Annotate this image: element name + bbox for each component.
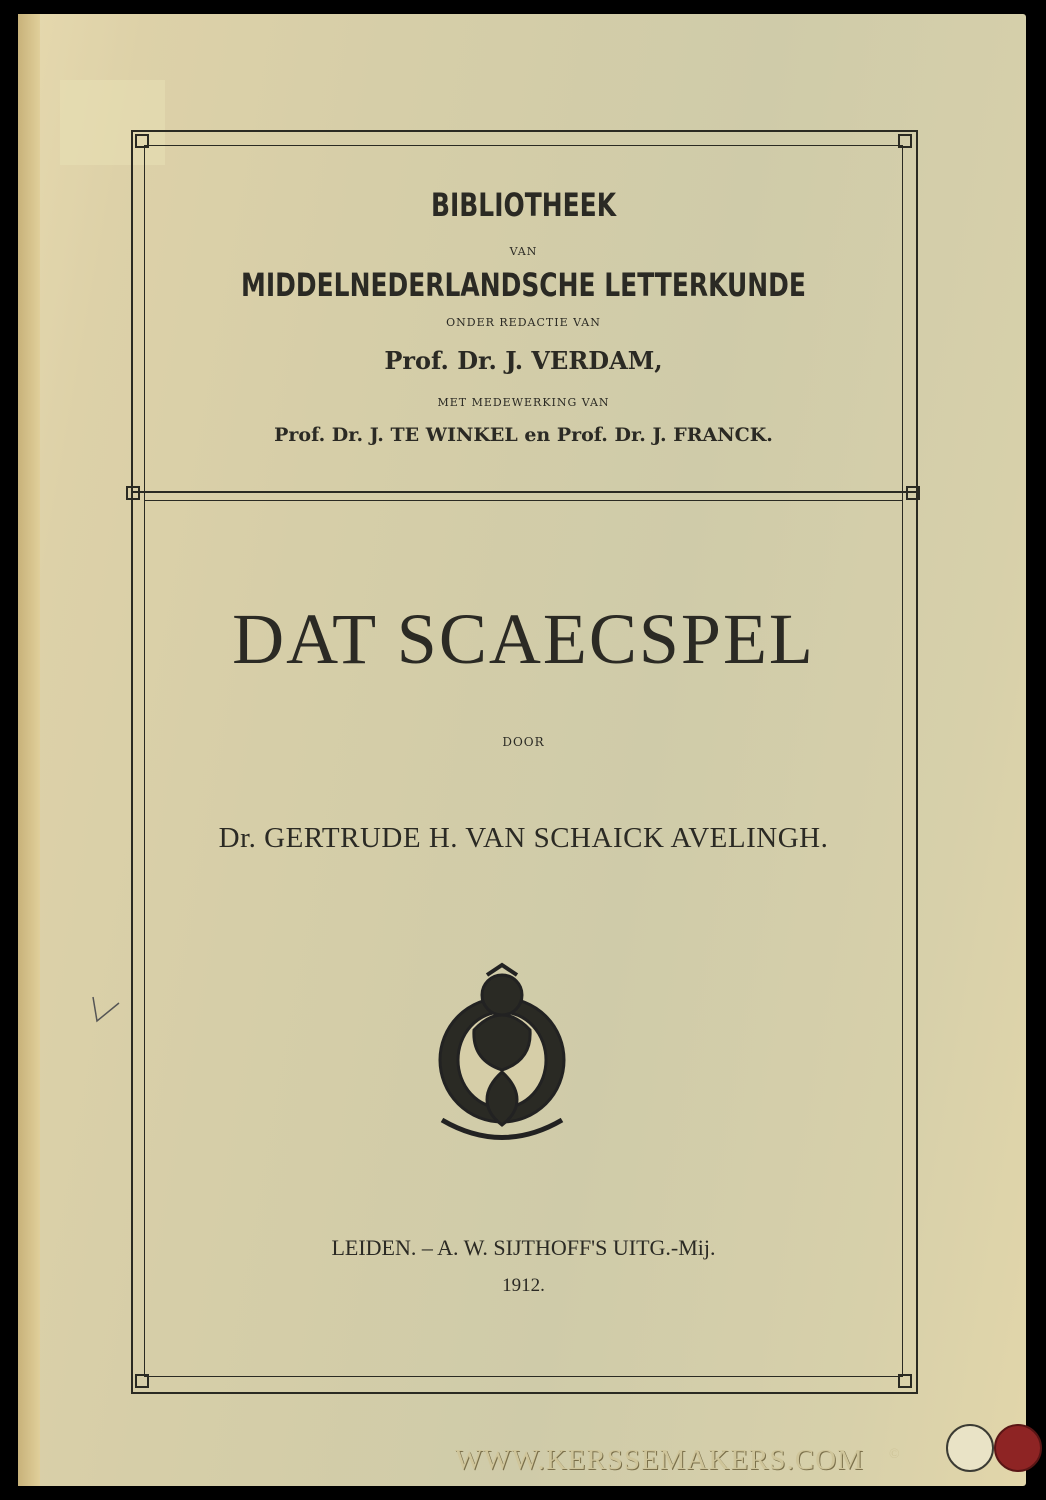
publisher-line: LEIDEN. – A. W. SIJTHOFF'S UITG.-Mij. — [331, 1235, 716, 1260]
editor-name: Prof. Dr. J. VERDAM, — [384, 346, 663, 375]
series-van: VAN — [509, 245, 538, 258]
copyright-symbol: © — [889, 1447, 900, 1462]
contributors-caption: MET MEDEWERKING VAN — [437, 396, 610, 409]
author-name: Dr. GERTRUDE H. VAN SCHAICK AVELINGH. — [218, 822, 829, 854]
cover-spine-edge — [18, 14, 40, 1486]
frame-corner-ornament — [135, 1374, 149, 1388]
frame-corner-ornament — [898, 1374, 912, 1388]
pencil-mark — [85, 995, 125, 1025]
frame-corner-ornament — [906, 486, 920, 500]
frame-corner-ornament — [135, 134, 149, 148]
frame-corner-ornament — [898, 134, 912, 148]
frame-divider — [131, 491, 918, 493]
series-title-line1: BIBLIOTHEEK — [430, 186, 617, 224]
author-caption: DOOR — [502, 735, 545, 749]
society-seal-icon — [946, 1424, 994, 1472]
cover-frame-inner — [144, 145, 903, 1377]
frame-corner-ornament — [126, 486, 140, 500]
contributors-names: Prof. Dr. J. TE WINKEL en Prof. Dr. J. FRANCK. — [274, 424, 773, 446]
book-title: DAT SCAECSPEL — [232, 599, 815, 679]
editor-caption: ONDER REDACTIE VAN — [446, 316, 601, 329]
frame-divider-inner — [144, 500, 903, 501]
publisher-emblem-icon — [422, 960, 582, 1150]
bookseller-seal-icon — [994, 1424, 1042, 1472]
series-title-line2: MIDDELNEDERLANDSCHE LETTERKUNDE — [241, 266, 806, 304]
publication-year: 1912. — [502, 1275, 545, 1296]
watermark-text: WWW.KERSSEMAKERS.COM — [455, 1444, 864, 1476]
